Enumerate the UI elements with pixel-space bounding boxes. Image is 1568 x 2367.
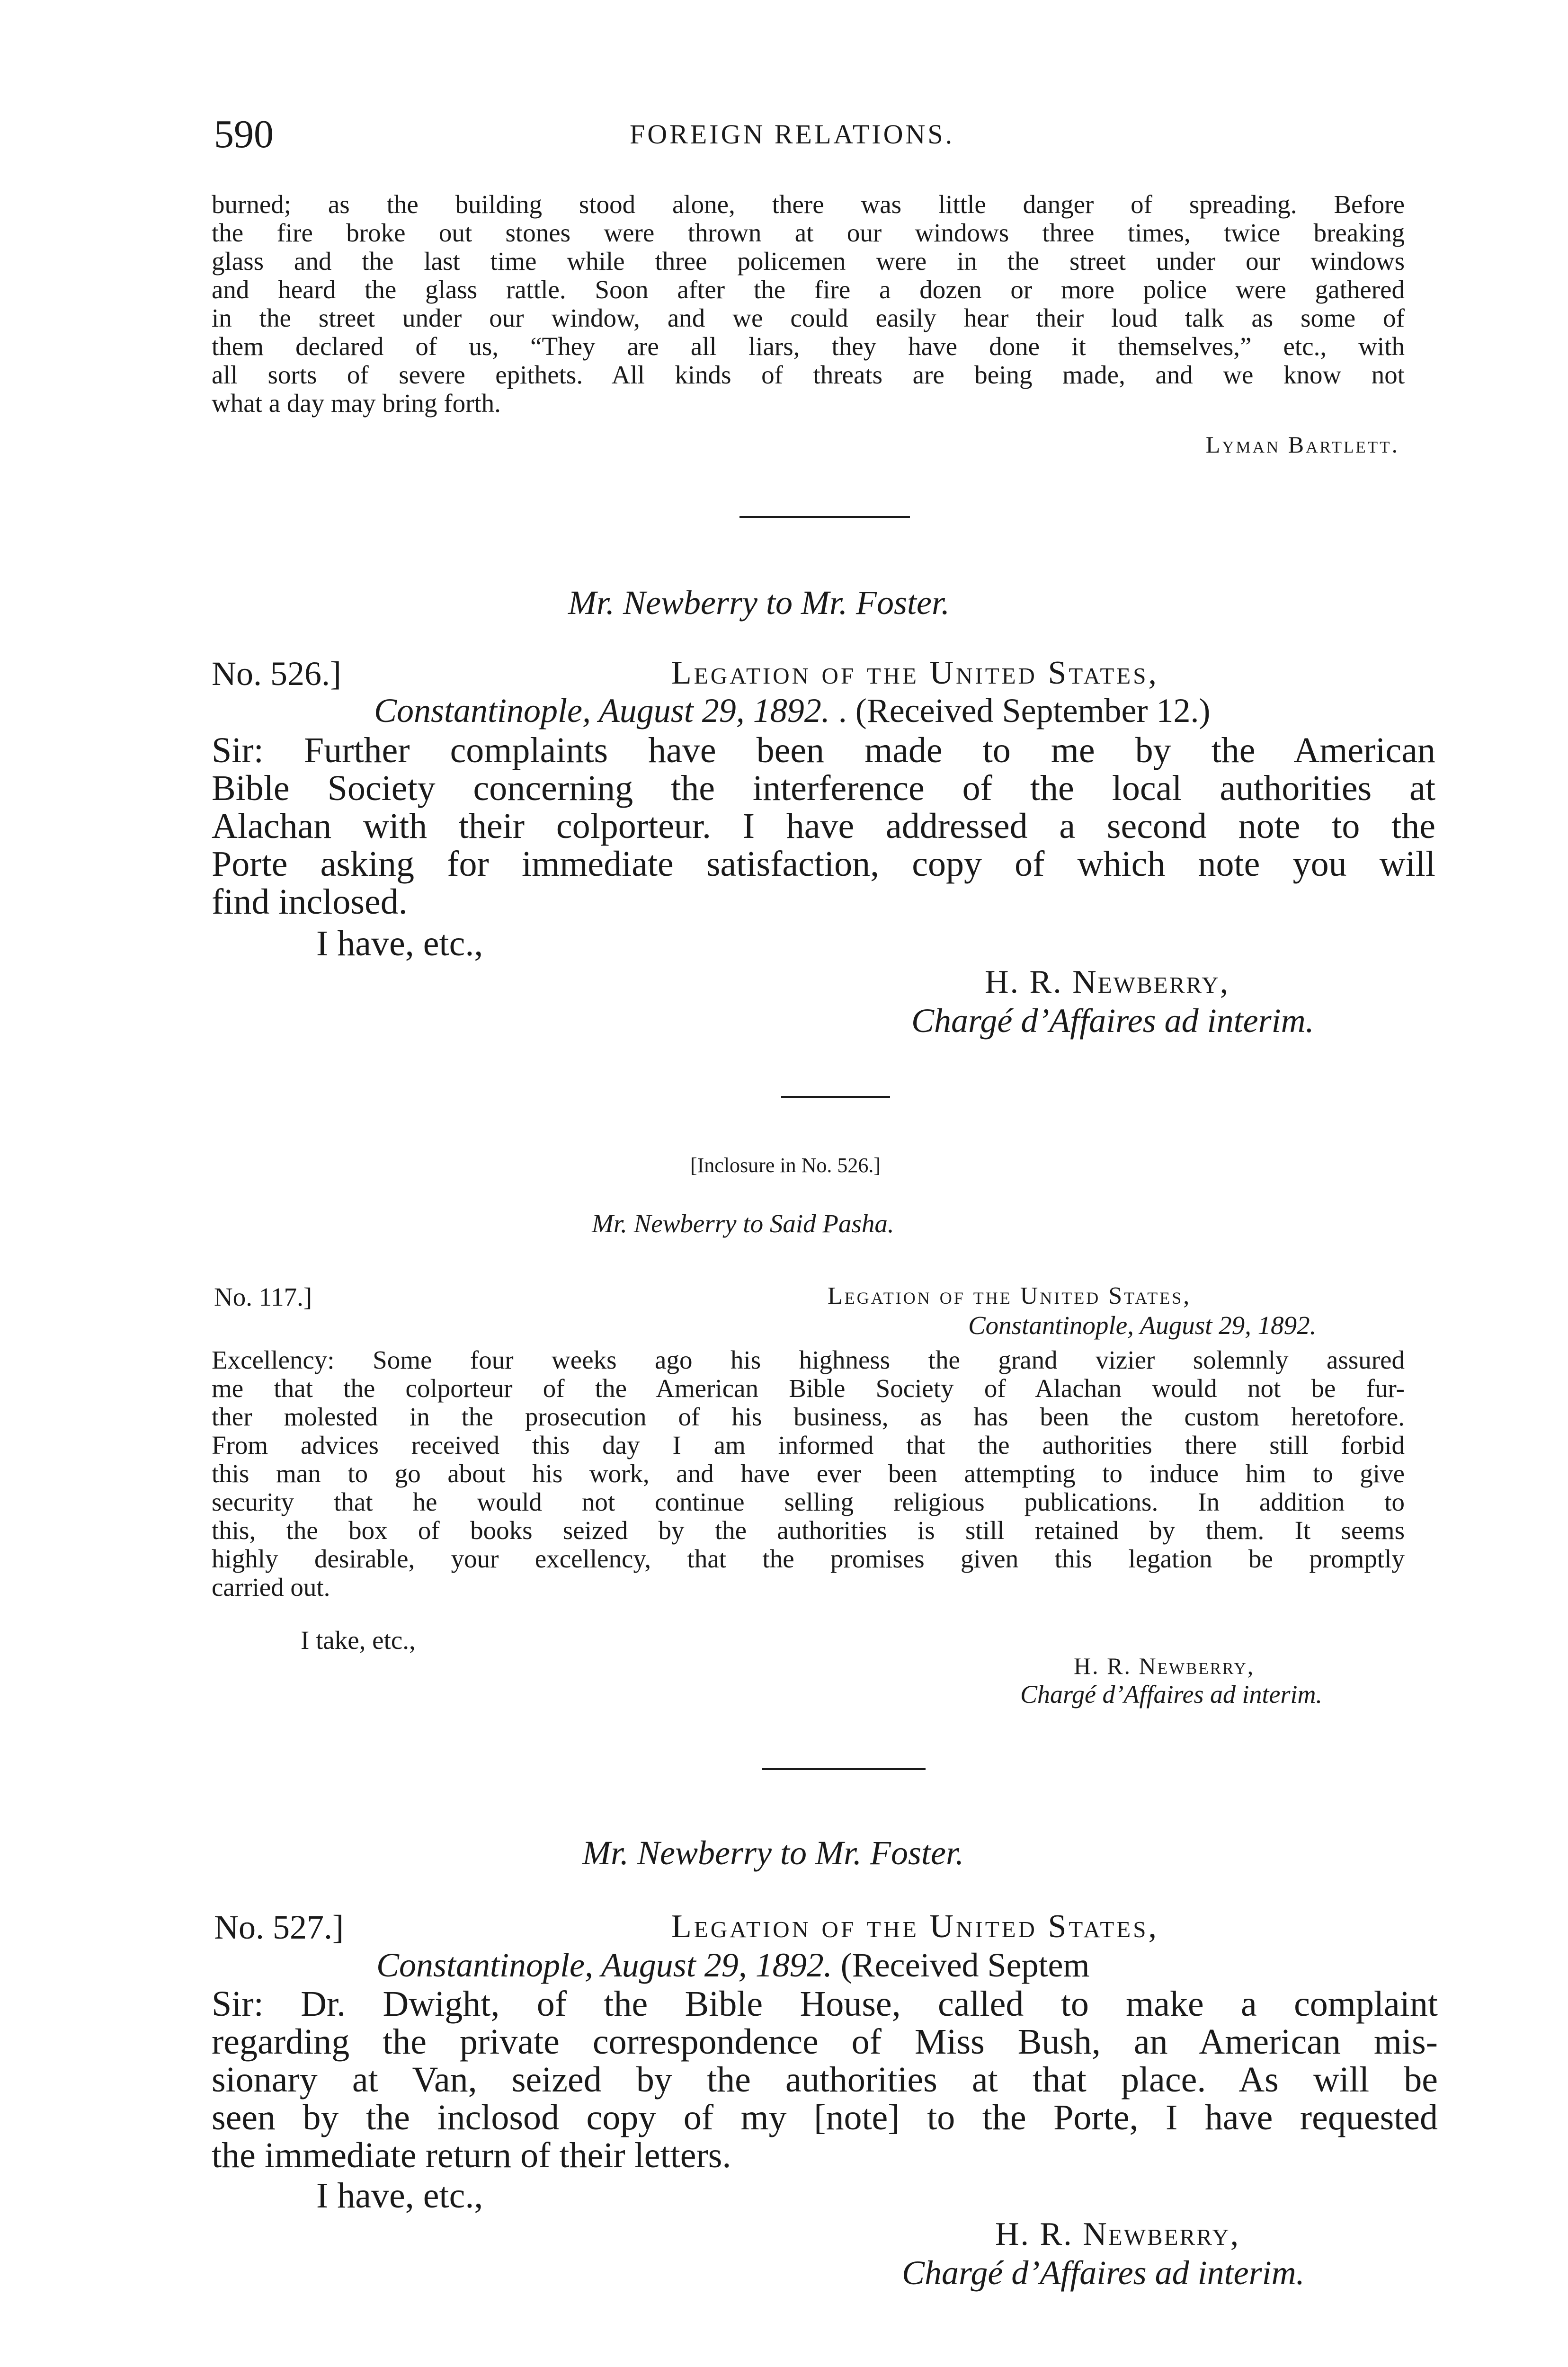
section-divider xyxy=(781,1096,890,1098)
inclosure-heading: Mr. Newberry to Said Pasha. xyxy=(592,1209,894,1238)
document-number: No. 527.] xyxy=(214,1908,344,1946)
body-line: the immediate return of their letters. xyxy=(212,2136,731,2175)
body-line: ther molested in the prosecution of his business, as has been the custom heretofore. xyxy=(212,1402,1405,1431)
body-line: seen by the inclosod copy of my [note] to the Porte, I have requested xyxy=(212,2098,1438,2137)
section-divider xyxy=(739,516,910,518)
legation-line: Legation of the United States, xyxy=(828,1282,1192,1309)
body-line: Sir: Dr. Dwight, of the Bible House, called to make a complaint xyxy=(212,1984,1438,2024)
date-line xyxy=(376,1946,1090,1985)
body-line: Sir: Further complaints have been made to me by the American xyxy=(212,730,1435,770)
letter-body xyxy=(212,731,1435,921)
paragraph-line: them declared of us, “They are all liars, they have done it themselves,” etc., with xyxy=(212,332,1405,361)
signer-title: Chargé d’Affaires ad interim. xyxy=(1020,1680,1322,1709)
continued-paragraph xyxy=(212,190,1405,418)
date-line xyxy=(374,691,1210,730)
signer-title: Chargé d’Affaires ad interim. xyxy=(911,1002,1314,1040)
document-number: No. 526.] xyxy=(212,655,341,693)
paragraph-line: burned; as the building stood alone, there was little danger of spreading. Before xyxy=(212,190,1405,219)
paragraph-line: glass and the last time while three policemen were in the street under our windows xyxy=(212,247,1405,276)
received-note: . (Received September 12.) xyxy=(838,692,1211,730)
letter-body xyxy=(212,1985,1438,2174)
closing: I have, etc., xyxy=(316,924,483,963)
body-line: this man to go about his work, and have ever been attempting to induce him to give xyxy=(212,1459,1405,1488)
inclosure-body xyxy=(212,1346,1405,1602)
date-place: Constantinople, August 29, 1892. xyxy=(376,1946,832,1984)
received-note: (Received Septem xyxy=(840,1946,1090,1984)
date-place: Constantinople, August 29, 1892. xyxy=(968,1311,1317,1340)
body-line: Excellency: Some four weeks ago his highness the grand vizier solemnly assured xyxy=(212,1345,1405,1374)
legation-line: Legation of the United States, xyxy=(671,1908,1159,1945)
body-line: regarding the private correspondence of Miss Bush, an American mis- xyxy=(212,2022,1438,2062)
body-line: Bible Society concerning the interference of the local authorities at xyxy=(212,768,1435,808)
paragraph-line: all sorts of severe epithets. All kinds of threats are being made, and we know not xyxy=(212,360,1405,389)
running-title: FOREIGN RELATIONS. xyxy=(630,119,955,150)
signer-title: Chargé d’Affaires ad interim. xyxy=(902,2254,1305,2292)
body-line: Porte asking for immediate satisfaction, copy of which note you will xyxy=(212,844,1435,884)
body-line: sionary at Van, seized by the authorities at that place. As will be xyxy=(212,2060,1438,2100)
body-line: carried out. xyxy=(212,1573,330,1602)
letter-heading: Mr. Newberry to Mr. Foster. xyxy=(582,1834,964,1872)
date-place: Constantinople, August 29, 1892. xyxy=(374,692,830,730)
inclosure-label: [Inclosure in No. 526.] xyxy=(690,1154,881,1177)
document-number: No. 117.] xyxy=(214,1282,312,1311)
body-line: me that the colporteur of the American Bible Society of Alachan would not be fur- xyxy=(212,1374,1405,1403)
body-line: this, the box of books seized by the authorities is still retained by them. It seems xyxy=(212,1516,1405,1545)
body-line: security that he would not continue selling religious publications. In addition to xyxy=(212,1487,1405,1516)
paragraph-line: the fire broke out stones were thrown at our windows three times, twice breaking xyxy=(212,218,1405,247)
body-line: find inclosed. xyxy=(212,882,408,922)
signer-name: H. R. Newberry, xyxy=(995,2216,1240,2252)
closing: I have, etc., xyxy=(316,2176,483,2216)
body-line: Alachan with their colporteur. I have addressed a second note to the xyxy=(212,806,1435,846)
body-line: highly desirable, your excellency, that the promises given this legation be promptly xyxy=(212,1544,1405,1573)
section-divider xyxy=(762,1768,926,1770)
closing: I take, etc., xyxy=(301,1626,416,1655)
page-number: 590 xyxy=(214,112,274,156)
body-line: From advices received this day I am informed that the authorities there still forbid xyxy=(212,1431,1405,1459)
signer-name: H. R. Newberry, xyxy=(1074,1653,1255,1679)
paragraph-line: what a day may bring forth. xyxy=(212,389,501,418)
legation-line: Legation of the United States, xyxy=(671,655,1159,691)
paragraph-line: in the street under our window, and we could easily hear their loud talk as some of xyxy=(212,303,1405,332)
paragraph-line: and heard the glass rattle. Soon after the fire a dozen or more police were gathered xyxy=(212,275,1405,304)
signature-bartlett: Lyman Bartlett. xyxy=(1205,431,1399,458)
signer-name: H. R. Newberry, xyxy=(985,964,1230,1000)
letter-heading: Mr. Newberry to Mr. Foster. xyxy=(568,584,950,622)
